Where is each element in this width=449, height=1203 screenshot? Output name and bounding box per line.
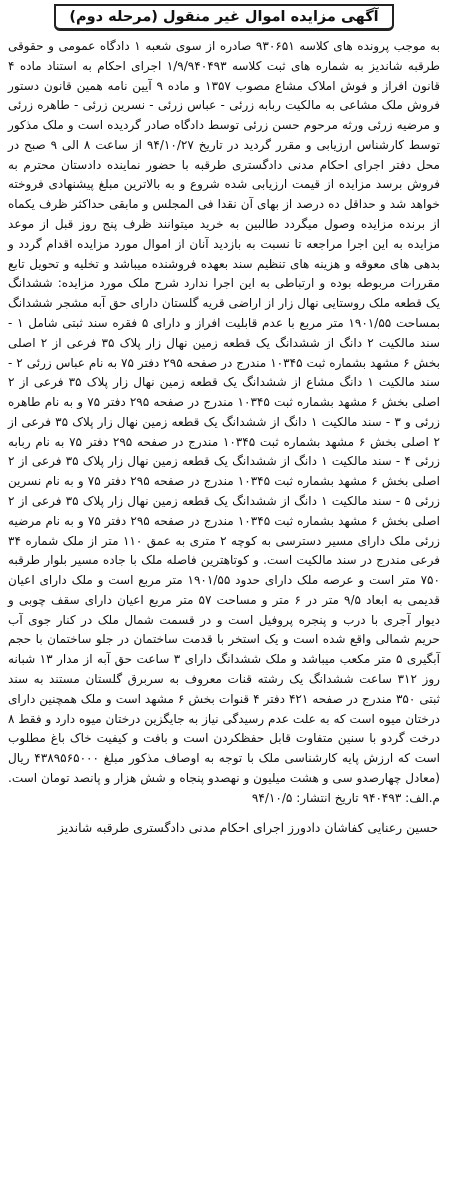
- notice-signature: حسین رعنایی کفاشان دادورز اجرای احکام مدنی دادگستری طرقبه شاندیز: [57, 820, 438, 836]
- notice-body: [8, 37, 440, 808]
- notice-title: آگهی مزایده اموال غیر منقول (مرحله دوم): [54, 4, 394, 31]
- auction-notice: [4, 2, 444, 1200]
- notice-body-text: به موجب پرونده های کلاسه ۹۳۰۶۵۱ صادره از سوی شعبه ۱ دادگاه عمومی و حقوقی طرقبه شاندیز به شماره های ثبت کلاسه ۱/۹/۹۴۰۴۹۳ اجرای احکام به استناد ماده ۴ قانون افراز و فوش املاک مشاع مصوب ۱۳۵۷ و ماده ۹ آیین نامه همین قانون دستور فروش ملک مشاعی به مالکیت ربابه زرئی - عباس زرئی - نسرین زرئی - طاهره زرئی و مرضیه زرئی ورثه مرحوم حسن زرئی توسط دادگاه صادر گردیده است و ملک مذکور توسط کارشناس ارزیابی و مقرر گردید در تاریخ ۹۴/۱۰/۲۷ از ساعت ۸ الی ۹ صبح در محل دفتر اجرای احکام مدنی دادگستری طرقبه با حضور نماینده دادستان محترم به فروش برسد مزایده از قیمت ارزیابی شده شروع و به بالاترین مبلغ پیشنهادی فروخته خواهد شد و حداقل ده درصد از بهای آن نقدا فی المجلس و مابقی حداکثر ظرف یکماه از برنده مزایده وصول میگردد طالبین به خرید میتوانند ظرف پنج روز قبل از موعد مزایده به این اجرا مراجعه تا نسبت به بازدید آنان از اموال مورد مزایده اقدام گردد و بدهی های معوقه و هزینه های تنظیم سند بعهده فروشنده میباشد و تخلیه و تحویل تابع مقررات مربوطه بوده و ارتباطی به این اجرا ندارد شرح ملک مورد مزایده: ششدانگ یک قطعه ملک روستایی نهال زار از اراضی قریه گلستان دارای حق آبه مشجر ششدانگ بمساحت ۱۹۰۱/۵۵ متر مربع با عدم قابلیت افراز و دارای ۵ فقره سند ثبتی شامل ۱ - سند مالکیت ۲ دانگ از ششدانگ یک قطعه زمین نهال زار پلاک ۳۵ فرعی از ۲ اصلی بخش ۶ مشهد بشماره ثبت ۱۰۳۴۵ مندرج در صفحه ۲۹۵ دفتر ۷۵ به نام عباس زرئی ۲ - سند مالکیت ۱ دانگ مشاع از ششدانگ یک قطعه زمین نهال زار پلاک ۳۵ فرعی از ۲ اصلی بخش ۶ مشهد بشماره ثبت ۱۰۳۴۵ مندرج در صفحه ۲۹۵ دفتر ۷۵ و به نام طاهره زرئی و ۳ - سند مالکیت ۱ دانگ از ششدانگ یک قطعه زمین نهال زار پلاک ۳۵ فرعی از ۲ اصلی بخش ۶ مشهد بشماره ثبت ۱۰۳۴۵ مندرج در صفحه ۲۹۵ دفتر ۷۵ به نام ربابه زرئی ۴ - سند مالکیت ۱ دانگ از ششدانگ یک قطعه زمین نهال زار پلاک ۳۵ فرعی از ۲ اصلی بخش ۶ مشهد بشماره ثبت ۱۰۳۴۵ مندرج در صفحه ۲۹۵ دفتر ۷۵ و به نام نسرین زرئی ۵ - سند مالکیت ۱ دانگ از ششدانگ یک قطعه زمین نهال زار پلاک ۳۵ فرعی از ۲ اصلی بخش ۶ مشهد بشماره ثبت ۱۰۳۴۵ مندرج در صفحه ۲۹۵ دفتر ۷۵ و به نام مرضیه زرئی ملک دارای مسیر دسترسی به کوچه ۲ متری به عمق ۱۱۰ متر از ملک شماره ۳۴ فرعی مندرج در سند مالکیت است. و کوتاهترین فاصله ملک با جاده مسیر بلوار طرقبه ۷۵۰ متر است و عرصه ملک دارای حدود ۱۹۰۱/۵۵ متر مربع است و ملک دارای اعیان قدیمی به ابعاد ۹/۵ متر در ۶ متر و مساحت ۵۷ متر مربع اعیان دارای سقف چوبی و دیوار آجری با درب و پنجره پروفیل است و در قسمت شمال ملک در کنار جوی آب حریم شمالی واقع شده است و یک استخر با قدمت ساختمان در جلو ساختمان با حجم آبگیری ۵ متر مکعب میباشد و ملک ششدانگ دارای ۳ ساعت حق آبه از مدار ۱۳ شبانه روز ۳۱۲ ساعت ششدانگ یک رشته قنات معروف به سربرق گلستان مستند به سند ثبتی ۳۵۰ مندرج در صفحه ۴۲۱ دفتر ۴ قنوات بخش ۶ مشهد است و ملک همچنین دارای درختان میوه است که به علت عدم رسیدگی نیاز به جایگزین درختان میوه دارد و فقط ۸ درخت گردو با سنین متفاوت قابل حفظکردن است و بافت و کیفیت خاک باغ مطلوب است که ارزش پایه کارشناسی ملک با توجه به اوصاف مذکور مبلغ ۴۳۸۹۵۶۵۰۰۰ ریال (معادل چهارصدو سی و هشت میلیون و نهصدو پنجاه و شش هزار و پانصد تومان است. م.الف: ۹۴۰۴۹۳ تاریخ انتشار: ۹۴/۱۰/۵: [8, 39, 441, 805]
